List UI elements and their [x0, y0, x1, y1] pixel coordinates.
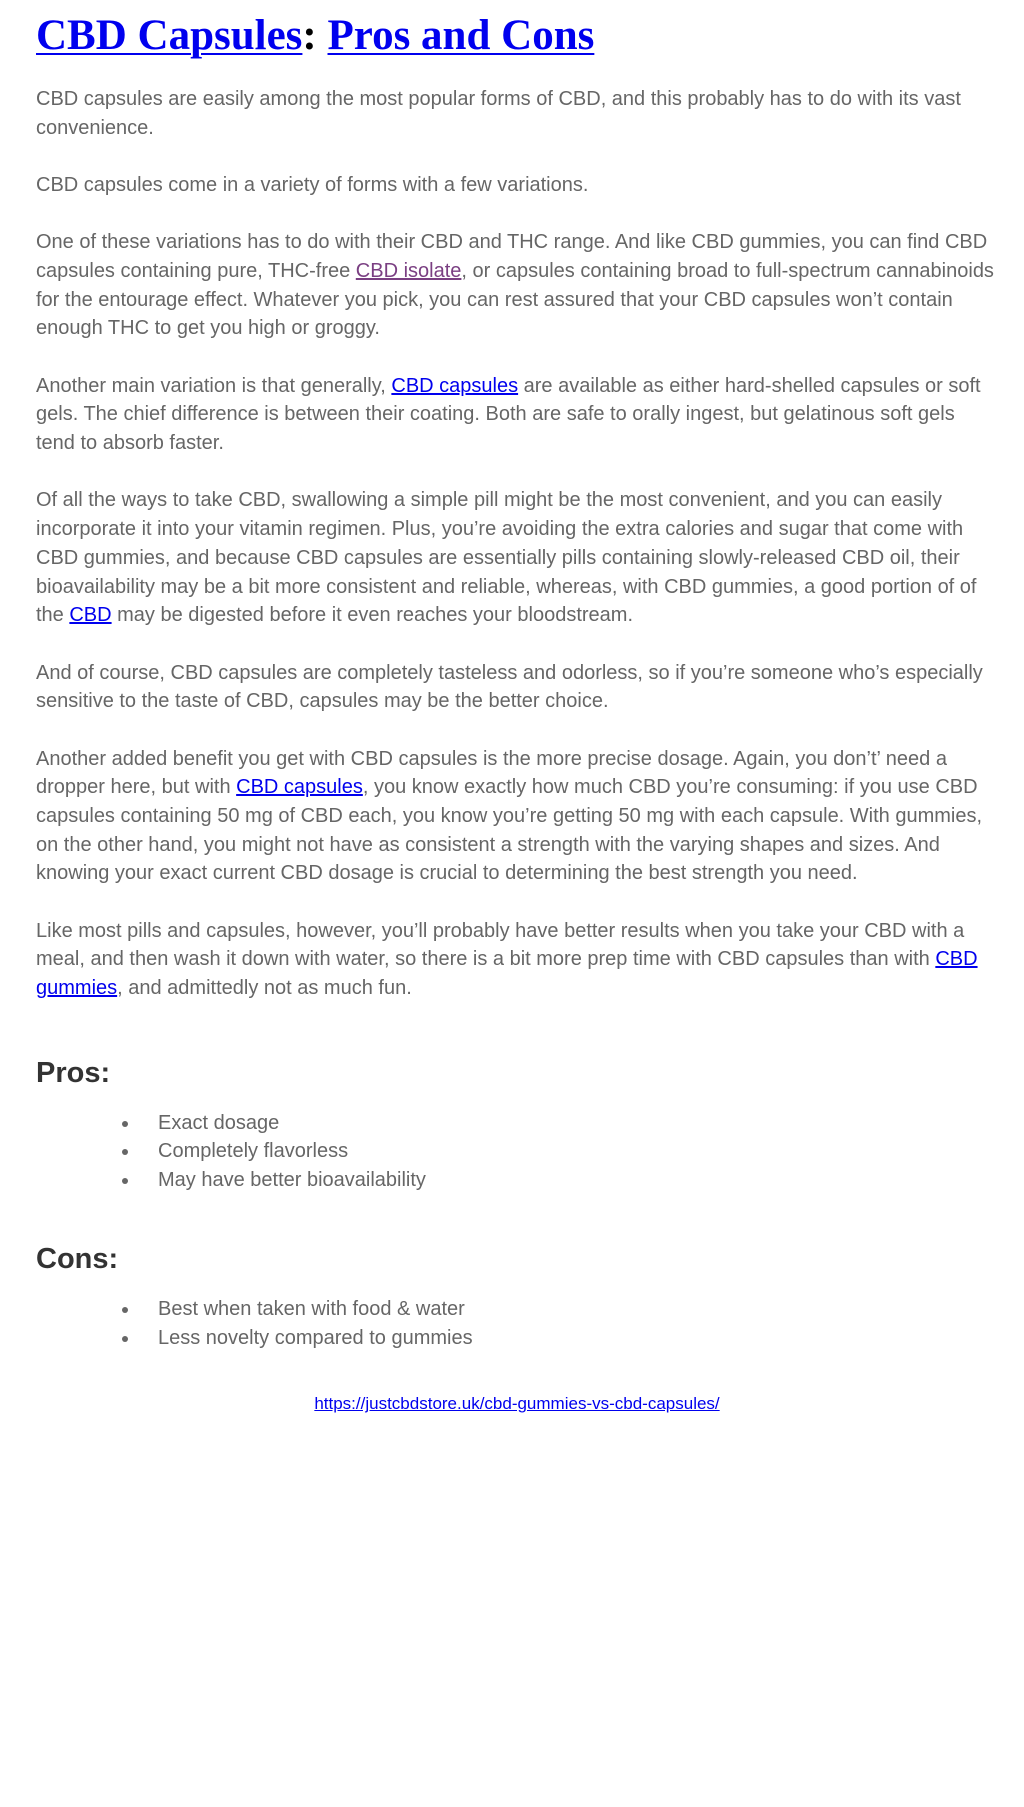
source-footer: [36, 1392, 998, 1416]
pros-heading: Pros:: [36, 1056, 111, 1089]
paragraph-text: Of all the ways to take CBD, swallowing a simple pill might be the most convenient, and you can easily incorporate it into your vitamin regimen. Plus, you’re avoiding the extra calories and sugar that come with CBD gummies, and because CBD capsules are essentially pills containing slowly-released CBD oil, their bioavailability may be a bit more consistent and reliable, whereas, with CBD gummies, a good portion of of the: [36, 489, 977, 627]
title-separator: :: [302, 12, 317, 59]
pros-list-item: Exact dosage: [122, 1109, 998, 1138]
inline-link[interactable]: CBD: [69, 604, 112, 627]
paragraph: [36, 228, 998, 343]
paragraph-text: Another main variation is that generally,: [36, 374, 392, 397]
paragraph: [36, 659, 998, 716]
paragraph: [36, 85, 998, 142]
inline-link[interactable]: CBD isolate: [355, 260, 462, 282]
page-title: [36, 0, 998, 62]
paragraph-text: Like most pills and capsules, however, you’ll probably have better results when you take your CBD with a meal, and then wash it down with water, so there is a bit more prep time with CBD capsules than with: [36, 919, 965, 971]
paragraph-text: CBD capsules come in a variety of forms with a few variations.: [36, 174, 589, 196]
article-body: [36, 85, 998, 1003]
paragraph-text: may be digested before it even reaches your bloodstream.: [111, 604, 633, 627]
inline-link[interactable]: CBD capsules: [391, 374, 519, 397]
cons-list-item: Less novelty compared to gummies: [122, 1324, 998, 1353]
title-link-cbd-capsules[interactable]: CBD Capsules: [36, 12, 303, 59]
paragraph-text: , and admittedly not as much fun.: [117, 977, 412, 1000]
paragraph-text: are available as either hard-shelled capsules or soft gels. The chief difference is between their coating. Both are safe to orally ingest, but gelatinous soft gels tend to absorb faster.: [36, 374, 981, 455]
pros-list: [36, 1109, 998, 1195]
paragraph: [36, 171, 998, 200]
paragraph: [36, 372, 998, 458]
paragraph-text: CBD capsules are easily among the most popular forms of CBD, and this probably has to do with its vast convenience.: [36, 88, 961, 139]
cons-heading: Cons:: [36, 1242, 119, 1275]
title-link-pros-and-cons[interactable]: Pros and Cons: [327, 12, 595, 59]
cons-list: [36, 1295, 998, 1352]
paragraph: [36, 745, 998, 889]
article: [36, 0, 998, 1416]
pros-list-item: Completely flavorless: [122, 1137, 998, 1166]
paragraph-text: Another added benefit you get with CBD capsules is the more precise dosage. Again, you don’t’ need a dropper here, but with: [36, 747, 947, 799]
inline-link[interactable]: CBD capsules: [236, 776, 363, 799]
paragraph-text: And of course, CBD capsules are completely tasteless and odorless, so if you’re someone who’s especially sensitive to the taste of CBD, capsules may be the better choice.: [36, 661, 983, 713]
cons-list-item: Best when taken with food & water: [122, 1295, 998, 1324]
pros-list-item: May have better bioavailability: [122, 1166, 998, 1195]
paragraph-text: , you know exactly how much CBD you’re consuming: if you use CBD capsules containing 50 mg of CBD each, you know you’re getting 50 mg with each capsule. With gummies, on the other hand, you might not have as consistent a strength with the varying shapes and sizes. And knowing your exact current CBD dosage is crucial to determining the best strength you need.: [36, 776, 983, 885]
source-link[interactable]: https://justcbdstore.uk/cbd-gummies-vs-cbd-capsules/: [314, 1394, 720, 1414]
paragraph: [36, 917, 998, 1003]
paragraph: [36, 486, 998, 630]
paragraph-text: , or capsules containing broad to full-spectrum cannabinoids for the entourage effect. Whatever you pick, you can rest assured that your CBD capsules won’t contain enough THC to get you high or groggy.: [36, 260, 994, 340]
inline-link[interactable]: CBD gummies: [36, 948, 978, 1000]
paragraph-text: One of these variations has to do with their CBD and THC range. And like CBD gummies, you can find CBD capsules containing pure, THC-free: [36, 231, 988, 282]
